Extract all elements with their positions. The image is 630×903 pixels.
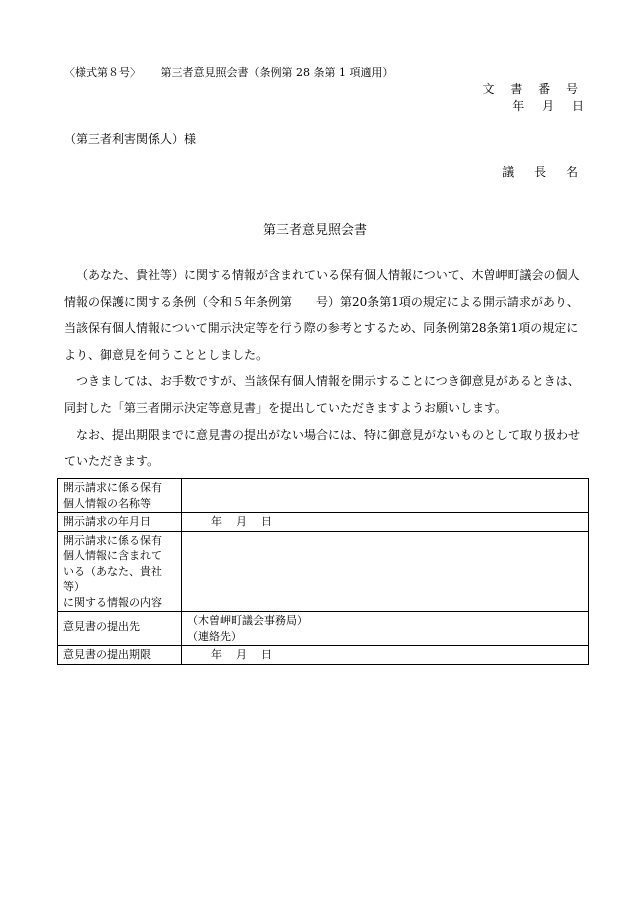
body-text	[64, 262, 584, 475]
sender-part: 名	[565, 165, 578, 179]
table-value-date: 年 月 日	[182, 513, 589, 532]
table-value: （木曽岬町議会事務局） （連絡先）	[182, 612, 589, 646]
table-row	[58, 531, 589, 612]
sender-part: 長	[534, 165, 547, 179]
table-label: 開示請求の年月日	[58, 513, 182, 532]
table-value-date: 年 月 日	[182, 646, 589, 665]
table-value	[182, 479, 589, 513]
table-label: 意見書の提出期限	[58, 646, 182, 665]
table-row	[58, 612, 589, 646]
body-paragraph: なお、提出期限までに意見書の提出がない場合には、特に御意見がないものとして取り扱わせていただきます。	[64, 427, 581, 469]
document-title: 第三者意見照会書	[262, 223, 367, 238]
table-row	[58, 646, 589, 665]
table-label: 開示請求に係る保有 個人情報に含まれて いる（あなた、貴社等） に関する情報の内容	[58, 531, 182, 612]
form-header	[64, 64, 393, 80]
table-label: 意見書の提出先	[58, 612, 182, 646]
sender-name	[486, 163, 578, 180]
date-day: 日	[571, 99, 584, 113]
form-title: 第三者意見照会書（条例第 28 条第 1 項適用）	[160, 66, 394, 79]
body-paragraph: つきましては、お手数ですが、当該保有個人情報を開示することにつき御意見があるときは、同封した「第三者開示決定等意見書」を提出していただきますようお願いします。	[64, 374, 580, 415]
table-label: 開示請求に係る保有 個人情報の名称等	[58, 479, 182, 513]
table-row	[58, 513, 589, 532]
addressee: （第三者利害関係人）様	[64, 132, 197, 146]
table-row	[58, 479, 589, 513]
table-value	[182, 531, 589, 612]
form-number: 〈様式第８号〉	[64, 66, 141, 79]
document-date	[498, 97, 584, 114]
sender-part: 議	[502, 165, 515, 179]
body-paragraph: （あなた、貴社等）に関する情報が含まれている保有個人情報について、木曽岬町議会の個人情報の保護に関する条例（令和５年条例第 号）第20条第1項の規定による開示請求があり、当該保有個人情報について開示決定等を行う際の参考とするため、同条例第28条第1項の規定により、御意見を伺うこととしました。	[64, 268, 580, 362]
info-table	[57, 478, 589, 665]
date-year: 年	[512, 99, 525, 113]
document-number: 文 書 番 号	[482, 82, 584, 96]
date-month: 月	[542, 99, 555, 113]
